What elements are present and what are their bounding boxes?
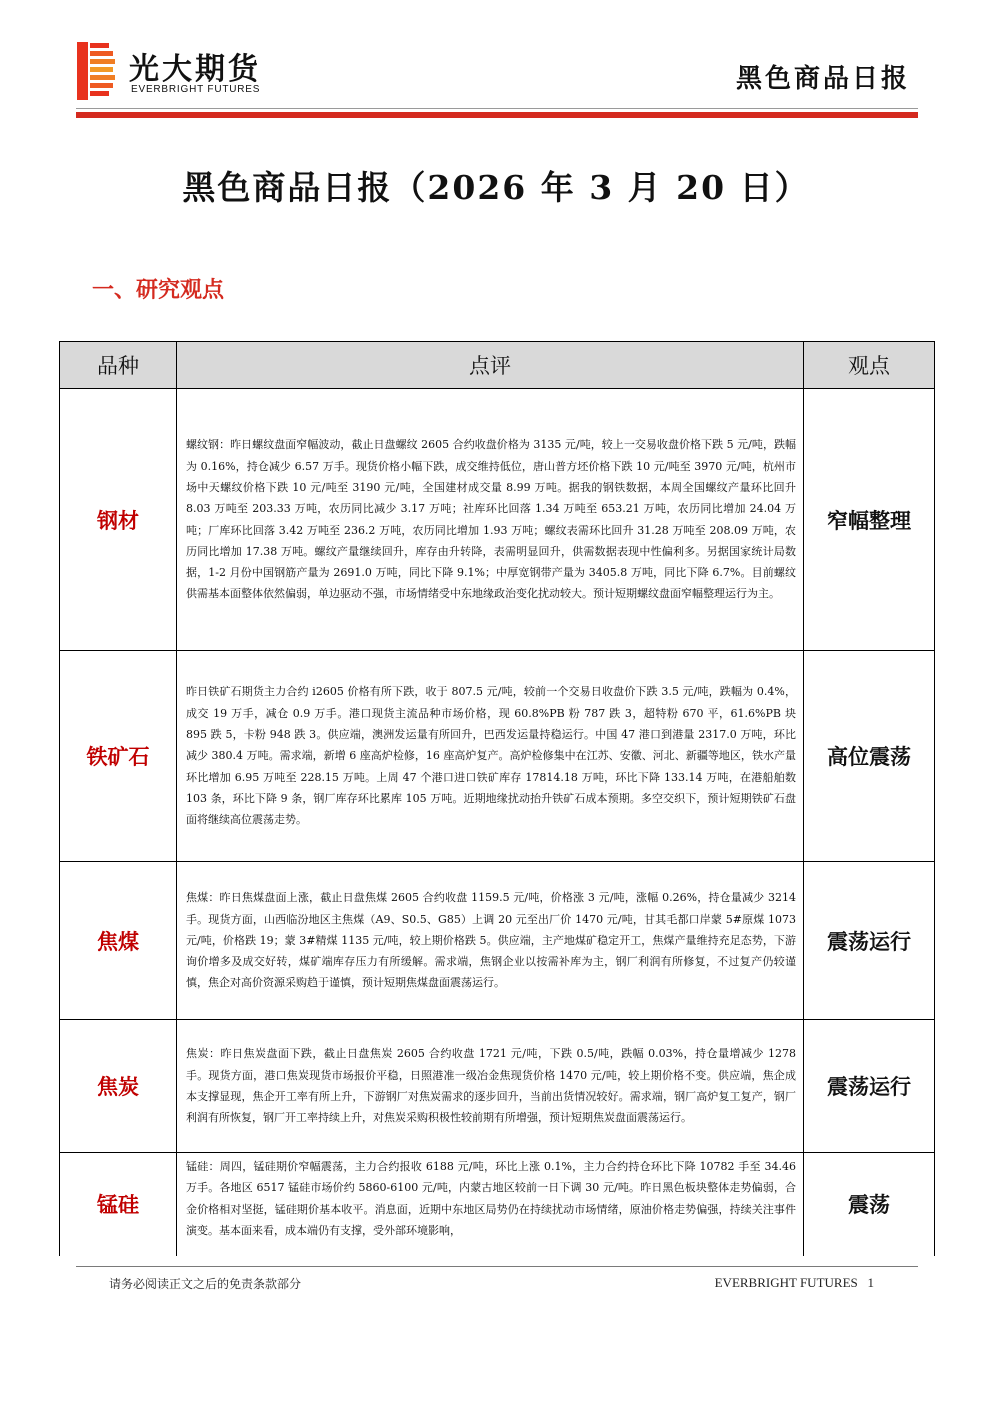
footer-disclaimer: 请务必阅读正文之后的免责条款部分 (109, 1277, 302, 1291)
document-title: 黑色商品日报（2026 年 3 月 20 日） (182, 168, 810, 207)
header-divider-thin (76, 108, 918, 109)
page-header (0, 0, 992, 125)
commodity-name: 锰硅 (60, 1153, 177, 1256)
page-number: 1 (867, 1275, 874, 1290)
commodity-opinion: 震荡运行 (804, 862, 935, 1020)
header-opinion: 观点 (804, 342, 935, 389)
footer-brand: EVERBRIGHT FUTURES (714, 1275, 858, 1290)
commodity-opinion: 窄幅整理 (804, 389, 935, 651)
commodity-comment: 焦炭：昨日焦炭盘面下跌，截止日盘焦炭 2605 合约收盘 1721 元/吨，下跌 0.5/吨，跌幅 0.03%，持仓量增减少 1278 手。现货方面，港口焦炭现货市场报价平稳，日照港准一级冶金焦现货价格 1470 元/吨，较上期价格不变。供应端，焦企成本支撑显现，焦企开工率有所上升，下游钢厂对焦炭需求的逐步回升，当前出货情况较好。需求端，钢厂高炉复工复产，钢厂利润有所恢复，钢厂开工率持续上升，对焦炭采购积极性较前期有所增强，预计短期焦炭盘面震荡运行。 (177, 1020, 804, 1153)
footer-brand-page (715, 1275, 874, 1291)
logo-english-name: EVERBRIGHT FUTURES (131, 84, 261, 95)
logo-chinese-name: 光大期货 (129, 52, 261, 87)
table-row (60, 651, 935, 862)
commodity-name: 铁矿石 (60, 651, 177, 862)
header-report-name: 黑色商品日报 (735, 64, 910, 94)
commodity-name: 焦煤 (60, 862, 177, 1020)
table-row (60, 862, 935, 1020)
commodity-name: 焦炭 (60, 1020, 177, 1153)
commodity-opinion: 震荡运行 (804, 1020, 935, 1153)
table-row (60, 1020, 935, 1153)
commodity-name: 钢材 (60, 389, 177, 651)
table-row (60, 1153, 935, 1256)
header-divider-red (76, 112, 918, 118)
header-commodity: 品种 (60, 342, 177, 389)
commodity-opinion: 震荡 (804, 1153, 935, 1256)
section-heading: 一、研究观点 (92, 277, 225, 303)
table-row (60, 389, 935, 651)
commodity-comment: 螺纹钢：昨日螺纹盘面窄幅波动，截止日盘螺纹 2605 合约收盘价格为 3135 元/吨，较上一交易收盘价格下跌 5 元/吨，跌幅为 0.16%，持仓减少 6.57 万手。现货价格小幅下跌，成交维持低位，唐山普方坯价格下跌 10 元/吨至 3970 元/吨，杭州市场中天螺纹价格下跌 10 元/吨至 3190 元/吨，全国建材成交量 8.99 万吨。据我的钢铁数据，本周全国螺纹产量环比回升 8.03 万吨至 203.33 万吨，农历同比减少 3.17 万吨；社库环比回落 1.34 万吨至 653.21 万吨，农历同比增加 24.04 万吨；厂库环比回落 3.42 万吨至 236.2 万吨，农历同比增加 1.93 万吨；螺纹表需环比回升 31.28 万吨至 208.09 万吨，农历同比增加 17.38 万吨。螺纹产量继续回升，库存由升转降，表需明显回升，供需数据表现中性偏利多。另据国家统计局数据，1-2 月份中国钢筋产量为 2691.0 万吨，同比下降 9.1%；中厚宽钢带产量为 3405.8 万吨，同比下降 6.7%。目前螺纹供需基本面整体依然偏弱，单边驱动不强，市场情绪受中东地缘政治变化扰动较大。预计短期螺纹盘面窄幅整理运行为主。 (177, 389, 804, 651)
company-logo (77, 40, 277, 102)
table-header-row (60, 342, 935, 389)
header-comment: 点评 (177, 342, 804, 389)
logo-mark-icon (77, 42, 115, 100)
footer-divider (76, 1266, 918, 1267)
research-views-table (59, 341, 935, 1256)
commodity-opinion: 高位震荡 (804, 651, 935, 862)
commodity-comment: 昨日铁矿石期货主力合约 i2605 价格有所下跌，收于 807.5 元/吨，较前一个交易日收盘价下跌 3.5 元/吨，跌幅为 0.4%，成交 19 万手，减仓 0.9 万手。港口现货主流品种市场价格，现 60.8%PB 粉 787 跌 3，超特粉 670 平，61.6%PB 块 895 跌 5，卡粉 948 跌 3。供应端，澳洲发运量有所回升，巴西发运量持稳运行。中国 47 港口到港量 2317.0 万吨，环比减少 380.4 万吨。需求端，新增 6 座高炉检修，16 座高炉复产。高炉检修集中在江苏、安徽、河北、新疆等地区，铁水产量环比增加 6.95 万吨至 228.15 万吨。上周 47 个港口进口铁矿库存 17814.18 万吨，环比下降 133.14 万吨，在港船舶数 103 条，环比下降 9 条，钢厂库存环比累库 105 万吨。近期地缘扰动抬升铁矿石成本预期。多空交织下，预计短期铁矿石盘面将继续高位震荡走势。 (177, 651, 804, 862)
commodity-comment: 锰硅：周四，锰硅期价窄幅震荡，主力合约报收 6188 元/吨，环比上涨 0.1%，主力合约持仓环比下降 10782 手至 34.46 万手。各地区 6517 锰硅市场价约 5860-6100 元/吨，内蒙古地区较前一日下调 30 元/吨。昨日黑色板块整体走势偏弱，合金价格相对坚挺，锰硅期价基本收平。消息面，近期中东地区局势仍在持续扰动市场情绪，原油价格走势偏强，持续关注事件演变。基本面来看，成本端仍有支撑，受外部环境影响， (177, 1153, 804, 1256)
commodity-comment: 焦煤：昨日焦煤盘面上涨，截止日盘焦煤 2605 合约收盘 1159.5 元/吨，价格涨 3 元/吨，涨幅 0.26%，持仓量减少 3214 手。现货方面，山西临汾地区主焦煤（A9、S0.5、G85）上调 20 元至出厂价 1470 元/吨，甘其毛都口岸蒙 5#原煤 1073 元/吨，价格跌 19；蒙 3#精煤 1135 元/吨，较上期价格跌 5。供应端，主产地煤矿稳定开工，焦煤产量维持充足态势，下游询价增多及成交好转，煤矿端库存压力有所缓解。需求端，焦钢企业以按需补库为主，钢厂利润有所修复，不过复产仍较谨慎，焦企对高价资源采购趋于谨慎，预计短期焦煤盘面震荡运行。 (177, 862, 804, 1020)
